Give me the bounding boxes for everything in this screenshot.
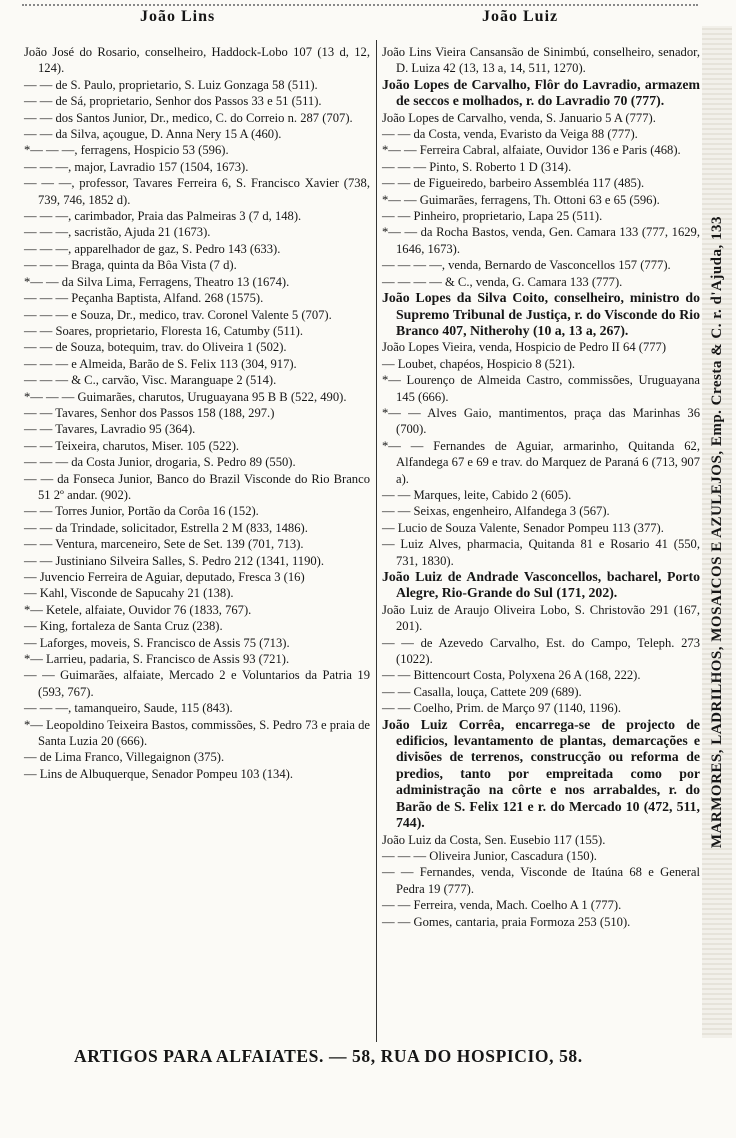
directory-entry: — — — da Costa Junior, drogaria, S. Pedro 89 (550).: [24, 455, 296, 470]
directory-entry: — Luiz Alves, pharmacia, Quitanda 81 e Rosario 41 (550, 731, 1830).: [382, 537, 700, 568]
header-left-name: João Lins: [140, 8, 216, 25]
directory-entry: João Luiz da Costa, Sen. Eusebio 117 (155).: [382, 832, 606, 847]
directory-entry: — — da Fonseca Junior, Banco do Brazil Visconde do Rio Branco 51 2º andar. (902).: [24, 471, 370, 502]
directory-entry: João Lopes da Silva Coito, conselheiro, ministro do Supremo Tribunal de Justiça, r. do Visconde do Rio Branco 407, Nitherohy (10 a, 13 a, 267).: [382, 290, 700, 338]
directory-entry: — — Ventura, marceneiro, Sete de Set. 139 (701, 713).: [24, 537, 304, 552]
directory-entry: — — da Costa, venda, Evaristo da Veiga 88 (777).: [382, 127, 638, 142]
directory-entry: — — de Sá, proprietario, Senhor dos Passos 33 e 51 (511).: [24, 94, 322, 109]
directory-entry: — — —, major, Lavradio 157 (1504, 1673).: [24, 159, 249, 174]
directory-entry: — — — Braga, quinta da Bôa Vista (7 d).: [24, 258, 237, 273]
directory-entry: — Kahl, Visconde de Sapucahy 21 (138).: [24, 586, 234, 601]
directory-entry: — — — —, venda, Bernardo de Vasconcellos 157 (777).: [382, 258, 671, 273]
directory-entry: — — Guimarães, alfaiate, Mercado 2 e Voluntarios da Patria 19 (593, 767).: [24, 668, 370, 699]
directory-entry: — — Tavares, Senhor dos Passos 158 (188, 297.): [24, 405, 275, 420]
directory-entry: *— — da Rocha Bastos, venda, Gen. Camara 133 (777, 1629, 1646, 1673).: [382, 225, 700, 256]
directory-entry: — — Casalla, louça, Cattete 209 (689).: [382, 684, 582, 699]
directory-entry: — — Fernandes, venda, Visconde de Itaúna 68 e General Pedra 19 (777).: [382, 865, 700, 896]
right-column: [382, 44, 700, 930]
directory-entry: — Laforges, moveis, S. Francisco de Assis 75 (713).: [24, 635, 290, 650]
directory-entry: — King, fortaleza de Santa Cruz (238).: [24, 619, 223, 634]
column-divider: [376, 40, 377, 1042]
directory-entry: *— — Alves Gaio, mantimentos, praça das Marinhas 36 (700).: [382, 405, 700, 437]
directory-entry: *— — —, ferragens, Hospicio 53 (596).: [24, 143, 229, 158]
directory-entry: — — Teixeira, charutos, Miser. 105 (522).: [24, 438, 240, 453]
directory-entry: — — Justiniano Silveira Salles, S. Pedro 212 (1341, 1190).: [24, 553, 325, 568]
directory-entry: — — Marques, leite, Cabido 2 (605).: [382, 487, 572, 502]
directory-entry: — — de Souza, botequim, trav. do Oliveira 1 (502).: [24, 340, 287, 355]
directory-entry: — — — — & C., venda, G. Camara 133 (777).: [382, 274, 623, 289]
directory-entry: João Lins Vieira Cansansão de Sinimbú, conselheiro, senador, D. Luiza 42 (13, 13 a, 14, 511, 1270).: [382, 45, 700, 76]
directory-entry: — — — e Almeida, Barão de S. Felix 113 (304, 917).: [24, 356, 297, 371]
directory-entry: — — — Pinto, S. Roberto 1 D (314).: [382, 159, 572, 174]
sidebar-ad-text: MARMORES, LADRILHOS, MOSAICOS E AZULEJOS, Emp. Cresta & C. r. d'Ajuda, 133: [708, 215, 725, 849]
directory-entry: *— Larrieu, padaria, S. Francisco de Assis 93 (721).: [24, 652, 290, 667]
sidebar-advertisement: [702, 26, 732, 1038]
directory-entry: — Lucio de Souza Valente, Senador Pompeu 113 (377).: [382, 520, 664, 535]
directory-entry: — — de S. Paulo, proprietario, S. Luiz Gonzaga 58 (511).: [24, 77, 318, 92]
directory-entry: — — Pinheiro, proprietario, Lapa 25 (511).: [382, 209, 603, 224]
directory-entry: — — —, professor, Tavares Ferreira 6, S. Francisco Xavier (738, 739, 746, 1852 d).: [24, 176, 370, 207]
directory-entry: — — dos Santos Junior, Dr., medico, C. do Correio n. 287 (707).: [24, 110, 353, 125]
directory-entry: — — —, carimbador, Praia das Palmeiras 3 (7 d, 148).: [24, 209, 302, 224]
directory-entry: João Luiz de Andrade Vasconcellos, bacharel, Porto Alegre, Rio-Grande do Sul (171, 202).: [382, 569, 700, 601]
directory-entry: — — Seixas, engenheiro, Alfandega 3 (567).: [382, 504, 610, 519]
directory-entry: — — Tavares, Lavradio 95 (364).: [24, 422, 196, 437]
directory-entry: — — Bittencourt Costa, Polyxena 26 A (168, 222).: [382, 668, 641, 683]
header-right-name: João Luiz: [482, 8, 559, 25]
directory-entry: — — da Silva, açougue, D. Anna Nery 15 A (460).: [24, 127, 282, 142]
directory-entry: — — da Trindade, solicitador, Estrella 2 M (833, 1486).: [24, 520, 308, 535]
directory-entry: — — Soares, proprietario, Floresta 16, Catumby (511).: [24, 323, 303, 338]
directory-entry: — — Ferreira, venda, Mach. Coelho A 1 (777).: [382, 898, 622, 913]
directory-entry: João Luiz de Araujo Oliveira Lobo, S. Christovão 291 (167, 201).: [382, 602, 700, 634]
header-rule: [22, 4, 698, 10]
directory-entry: — — —, tamanqueiro, Saude, 115 (843).: [24, 701, 233, 716]
footer-advertisement: ARTIGOS PARA ALFAIATES. — 58, RUA DO HOSPICIO, 58.: [74, 1046, 583, 1066]
directory-entry: — — —, sacristão, Ajuda 21 (1673).: [24, 225, 211, 240]
directory-entry: *— Leopoldino Teixeira Bastos, commissões, S. Pedro 73 e praia de Santa Luzia 20 (666).: [24, 717, 370, 749]
directory-entry: *— Lourenço de Almeida Castro, commissões, Uruguayana 145 (666).: [382, 373, 700, 404]
directory-entry: — — — & C., carvão, Visc. Maranguape 2 (514).: [24, 373, 277, 388]
directory-entry: *— Ketele, alfaiate, Ouvidor 76 (1833, 767).: [24, 602, 252, 617]
directory-entry: — — —, apparelhador de gaz, S. Pedro 143 (633).: [24, 241, 281, 256]
page-header: [22, 4, 698, 32]
directory-entry: — — Gomes, cantaria, praia Formoza 253 (510).: [382, 914, 631, 929]
directory-entry: — — de Figueiredo, barbeiro Assembléa 117 (485).: [382, 176, 645, 191]
directory-entry: — — — Peçanha Baptista, Alfand. 268 (1575).: [24, 291, 264, 306]
directory-entry: — — — Oliveira Junior, Cascadura (150).: [382, 848, 597, 863]
directory-entry: João Lopes de Carvalho, Flôr do Lavradio, armazem de seccos e molhados, r. do Lavradio 70 (777).: [382, 76, 700, 109]
directory-entry: *— — Fernandes de Aguiar, armarinho, Quitanda 62, Alfandega 67 e 69 e trav. do Marquez de Paraná 6 (713, 907 a).: [382, 438, 700, 486]
directory-entry: João Lopes Vieira, venda, Hospicio de Pedro II 64 (777): [382, 340, 667, 355]
directory-entry: *— — Ferreira Cabral, alfaiate, Ouvidor 136 e Paris (468).: [382, 143, 681, 158]
directory-entry: — Loubet, chapéos, Hospicio 8 (521).: [382, 356, 576, 371]
directory-entry: *— — Guimarães, ferragens, Th. Ottoni 63 e 65 (596).: [382, 192, 660, 207]
directory-entry: — Lins de Albuquerque, Senador Pompeu 103 (134).: [24, 766, 293, 781]
directory-entry: João Luiz Corrêa, encarrega-se de projecto de edificios, levantamento de plantas, demarcações e divisões de terrenos, construcção ou reforma de predios, tanto por empreitada como por administração na côrte e nos arrabaldes, r. do Barão de S. Felix 121 e r. do Mercado 10 (472, 511, 744).: [382, 716, 700, 831]
directory-entry: João Lopes de Carvalho, venda, S. Januario 5 A (777).: [382, 110, 656, 125]
directory-entry: — — Coelho, Prim. de Março 97 (1140, 1196).: [382, 701, 622, 716]
left-column: [24, 44, 370, 782]
directory-entry: — de Lima Franco, Villegaignon (375).: [24, 750, 225, 765]
directory-entry: *— — da Silva Lima, Ferragens, Theatro 13 (1674).: [24, 274, 290, 289]
directory-entry: — Juvencio Ferreira de Aguiar, deputado, Fresca 3 (16): [24, 570, 305, 584]
directory-entry: — — Torres Junior, Portão da Corôa 16 (152).: [24, 504, 259, 519]
directory-entry: — — — e Souza, Dr., medico, trav. Coronel Valente 5 (707).: [24, 307, 332, 322]
directory-entry: João José do Rosario, conselheiro, Haddock-Lobo 107 (13 d, 12, 124).: [24, 45, 370, 76]
directory-entry: *— — — Guimarães, charutos, Uruguayana 95 B B (522, 490).: [24, 389, 347, 404]
directory-entry: — — de Azevedo Carvalho, Est. do Campo, Teleph. 273 (1022).: [382, 635, 700, 667]
